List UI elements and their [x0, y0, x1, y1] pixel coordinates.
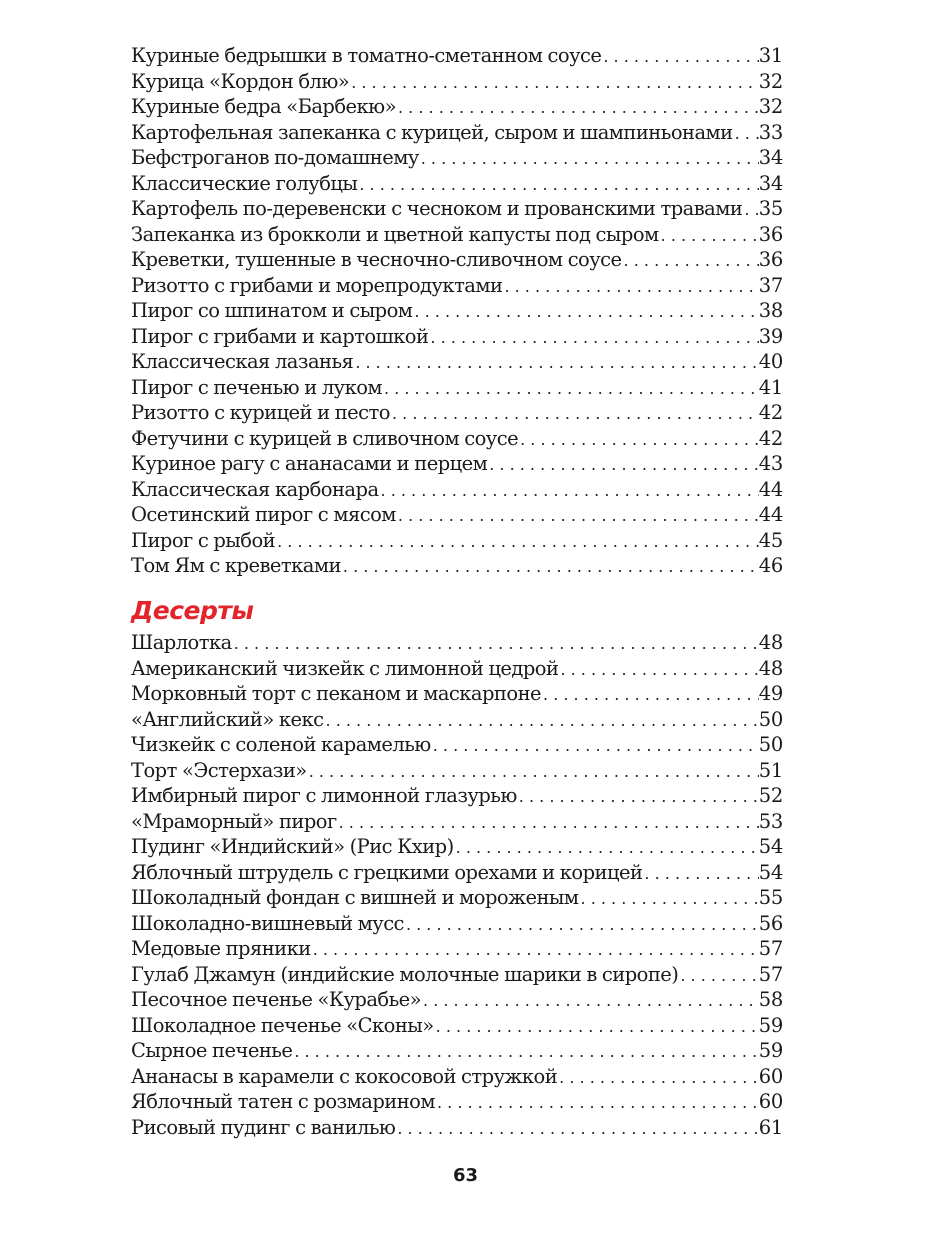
- toc-entry-page-number: 45: [758, 528, 783, 552]
- dot-leader: [518, 427, 759, 453]
- toc-entry-title: Шоколадно-вишневый мусс: [131, 911, 404, 935]
- toc-entry-title: Осетинский пирог с мясом: [131, 503, 396, 526]
- toc-entry: [131, 375, 783, 401]
- toc-entry-title: Бефстроганов по-домашнему: [131, 146, 419, 169]
- toc-entry: [131, 987, 783, 1013]
- toc-entry-page-number: 32: [758, 69, 783, 93]
- toc-entry: [131, 94, 783, 120]
- toc-entry-title: Американский чизкейк с лимонной цедрой: [131, 656, 559, 680]
- toc-entry-title: Ананасы в карамели с кокосовой стружкой: [131, 1064, 558, 1088]
- toc-entry-title: Шарлотка: [131, 631, 232, 654]
- dot-leader: [517, 784, 759, 810]
- toc-entry-page-number: 33: [758, 120, 783, 144]
- toc-list-desserts: [131, 630, 783, 1140]
- toc-entry: [131, 451, 783, 477]
- toc-entry-page-number: 58: [758, 988, 783, 1011]
- toc-entry-page-number: 48: [758, 656, 783, 680]
- toc-entry-page-number: 52: [758, 784, 783, 807]
- toc-entry: [131, 707, 783, 733]
- toc-entry-title: Классическая лазанья: [131, 350, 354, 373]
- toc-entry: [131, 426, 783, 452]
- toc-entry: [131, 222, 783, 248]
- toc-entry: [131, 911, 783, 937]
- toc-entry-page-number: 53: [758, 809, 783, 833]
- toc-entry-page-number: 46: [758, 554, 783, 577]
- dot-leader: [541, 682, 759, 708]
- dot-leader: [557, 1065, 759, 1091]
- toc-entry-title: Чизкейк с соленой карамелью: [131, 733, 431, 756]
- toc-entry-page-number: 42: [758, 401, 783, 424]
- toc-entry-title: Курица «Кордон блю»: [131, 69, 350, 93]
- toc-entry-title: Гулаб Джамун (индийские молочные шарики в сиропе): [131, 962, 679, 986]
- toc-entry-page-number: 59: [758, 1039, 783, 1062]
- toc-entry: [131, 400, 783, 426]
- toc-entry-page-number: 31: [758, 44, 783, 67]
- toc-entry-page-number: 50: [758, 733, 783, 756]
- dot-leader: [396, 95, 759, 121]
- toc-entry-title: Шоколадное печенье «Сконы»: [131, 1013, 434, 1037]
- toc-entry-page-number: 44: [758, 503, 783, 526]
- dot-leader: [404, 912, 759, 938]
- toc-entry: [131, 528, 783, 554]
- toc-entry-title: Пирог с рыбой: [131, 528, 276, 552]
- dot-leader: [601, 44, 758, 70]
- toc-entry-page-number: 54: [758, 860, 783, 884]
- toc-entry: [131, 1115, 783, 1141]
- toc-entry: [131, 758, 783, 784]
- toc-entry: [131, 145, 783, 171]
- dot-leader: [396, 503, 759, 529]
- toc-entry-page-number: 42: [758, 426, 783, 450]
- toc-entry-page-number: 44: [758, 477, 783, 501]
- toc-entry-page-number: 41: [758, 375, 783, 399]
- toc-entry-title: Сырное печенье: [131, 1039, 293, 1062]
- toc-entry: [131, 196, 783, 222]
- toc-entry: [131, 962, 783, 988]
- toc-entry-page-number: 59: [758, 1013, 783, 1037]
- toc-entry-title: Медовые пряники: [131, 937, 311, 960]
- toc-entry-page-number: 60: [758, 1064, 783, 1088]
- toc-entry-title: Фетучини с курицей в сливочном соусе: [131, 426, 519, 450]
- toc-entry: [131, 783, 783, 809]
- toc-entry-title: Куриные бедрышки в томатно-сметанном соусе: [131, 44, 602, 67]
- toc-entry-title: Пирог со шпинатом и сыром: [131, 299, 413, 322]
- dot-leader: [275, 529, 759, 555]
- toc-entry-title: Морковный торт с пеканом и маскарпоне: [131, 682, 542, 705]
- dot-leader: [622, 248, 759, 274]
- toc-entry-page-number: 51: [758, 758, 783, 782]
- toc-entry: [131, 477, 783, 503]
- toc-entry-page-number: 57: [758, 962, 783, 986]
- toc-entry: [131, 553, 783, 579]
- toc-entry-title: «Английский» кекс: [131, 707, 324, 731]
- toc-entry-page-number: 39: [758, 324, 783, 348]
- dot-leader: [579, 886, 759, 912]
- toc-entry: [131, 273, 783, 299]
- toc-entry-page-number: 43: [758, 452, 783, 475]
- dot-leader: [502, 274, 758, 300]
- toc-entry-page-number: 34: [758, 146, 783, 169]
- page-number: 63: [452, 1165, 479, 1186]
- dot-leader: [324, 708, 759, 734]
- dot-leader: [232, 631, 759, 657]
- toc-entry: [131, 324, 783, 350]
- toc-entry-title: Песочное печенье «Курабье»: [131, 988, 422, 1011]
- toc-entry: [131, 120, 783, 146]
- toc-entry-title: Торт «Эстерхази»: [131, 758, 307, 782]
- dot-leader: [419, 146, 759, 172]
- dot-leader: [311, 937, 759, 963]
- toc-entry-page-number: 54: [758, 835, 783, 858]
- toc-entry-page-number: 60: [758, 1090, 783, 1113]
- dot-leader: [341, 554, 759, 580]
- toc-entry-title: Картофель по-деревенски с чесноком и прованскими травами: [131, 197, 743, 220]
- toc-entry: [131, 860, 783, 886]
- toc-entry-title: Классическая карбонара: [131, 477, 379, 501]
- toc-entry-page-number: 35: [758, 197, 783, 220]
- dot-leader: [292, 1039, 758, 1065]
- toc-entry: [131, 171, 783, 197]
- dot-leader: [733, 121, 759, 147]
- toc-entry: [131, 732, 783, 758]
- toc-entry-title: Пирог с печенью и луком: [131, 375, 383, 399]
- toc-list-main-courses: [131, 43, 783, 579]
- dot-leader: [742, 197, 758, 223]
- dot-leader: [431, 733, 759, 759]
- toc-entry: [131, 681, 783, 707]
- toc-entry-page-number: 36: [758, 248, 783, 271]
- dot-leader: [395, 1116, 758, 1142]
- toc-entry: [131, 247, 783, 273]
- dot-leader: [434, 1014, 759, 1040]
- dot-leader: [428, 325, 758, 351]
- toc-entry: [131, 1038, 783, 1064]
- toc-entry: [131, 69, 783, 95]
- dot-leader: [307, 759, 759, 785]
- toc-entry-page-number: 49: [758, 682, 783, 705]
- toc-entry: [131, 656, 783, 682]
- dot-leader: [390, 401, 759, 427]
- toc-entry: [131, 43, 783, 69]
- toc-entry-title: Запеканка из брокколи и цветной капусты под сыром: [131, 222, 659, 246]
- toc-entry-title: Яблочный штрудель с грецкими орехами и корицей: [131, 860, 643, 884]
- toc-entry: [131, 298, 783, 324]
- section-heading-desserts: Десерты: [131, 596, 254, 625]
- toc-entry-title: Ризотто с курицей и песто: [131, 401, 390, 424]
- toc-entry-title: Рисовый пудинг с ванилью: [131, 1115, 396, 1139]
- dot-leader: [659, 223, 759, 249]
- toc-entry-page-number: 37: [758, 273, 783, 297]
- toc-entry: [131, 502, 783, 528]
- dot-leader: [421, 988, 759, 1014]
- toc-entry: [131, 1089, 783, 1115]
- toc-entry-title: Том Ям с креветками: [131, 554, 341, 577]
- toc-entry: [131, 1013, 783, 1039]
- dot-leader: [337, 810, 759, 836]
- toc-entry-title: Ризотто с грибами и морепродуктами: [131, 273, 503, 297]
- dot-leader: [678, 963, 758, 989]
- toc-entry: [131, 809, 783, 835]
- toc-entry-page-number: 55: [758, 886, 783, 909]
- toc-entry-page-number: 38: [758, 299, 783, 322]
- dot-leader: [454, 835, 759, 861]
- toc-entry: [131, 1064, 783, 1090]
- toc-entry-title: Куриное рагу с ананасами и перцем: [131, 452, 488, 475]
- dot-leader: [357, 172, 758, 198]
- dot-leader: [379, 478, 759, 504]
- toc-entry-title: «Мраморный» пирог: [131, 809, 337, 833]
- toc-entry-title: Классические голубцы: [131, 171, 358, 195]
- toc-entry: [131, 349, 783, 375]
- toc-entry-title: Имбирный пирог с лимонной глазурью: [131, 784, 517, 807]
- toc-entry-title: Шоколадный фондан с вишней и мороженым: [131, 886, 579, 909]
- toc-entry: [131, 630, 783, 656]
- toc-entry-title: Куриные бедра «Барбекю»: [131, 95, 396, 118]
- dot-leader: [353, 350, 758, 376]
- toc-entry-page-number: 40: [758, 350, 783, 373]
- toc-entry: [131, 834, 783, 860]
- toc-entry-title: Картофельная запеканка с курицей, сыром и шампиньонами: [131, 120, 733, 144]
- toc-entry-page-number: 56: [758, 911, 783, 935]
- toc-entry-page-number: 36: [758, 222, 783, 246]
- dot-leader: [382, 376, 759, 402]
- dot-leader: [558, 657, 758, 683]
- toc-entry-page-number: 48: [758, 631, 783, 654]
- toc-entry-page-number: 34: [758, 171, 783, 195]
- dot-leader: [435, 1090, 759, 1116]
- toc-entry-title: Креветки, тушенные в чесночно-сливочном соусе: [131, 248, 622, 271]
- toc-entry-title: Яблочный татен с розмарином: [131, 1090, 435, 1113]
- toc-entry-page-number: 32: [758, 95, 783, 118]
- toc-entry-title: Пирог с грибами и картошкой: [131, 324, 429, 348]
- dot-leader: [349, 70, 759, 96]
- dot-leader: [412, 299, 758, 325]
- toc-entry-page-number: 61: [758, 1115, 783, 1139]
- dot-leader: [487, 452, 759, 478]
- toc-entry: [131, 885, 783, 911]
- toc-entry-page-number: 50: [758, 707, 783, 731]
- toc-entry: [131, 936, 783, 962]
- toc-entry-page-number: 57: [758, 937, 783, 960]
- dot-leader: [642, 861, 758, 887]
- toc-entry-title: Пудинг «Индийский» (Рис Кхир): [131, 835, 454, 858]
